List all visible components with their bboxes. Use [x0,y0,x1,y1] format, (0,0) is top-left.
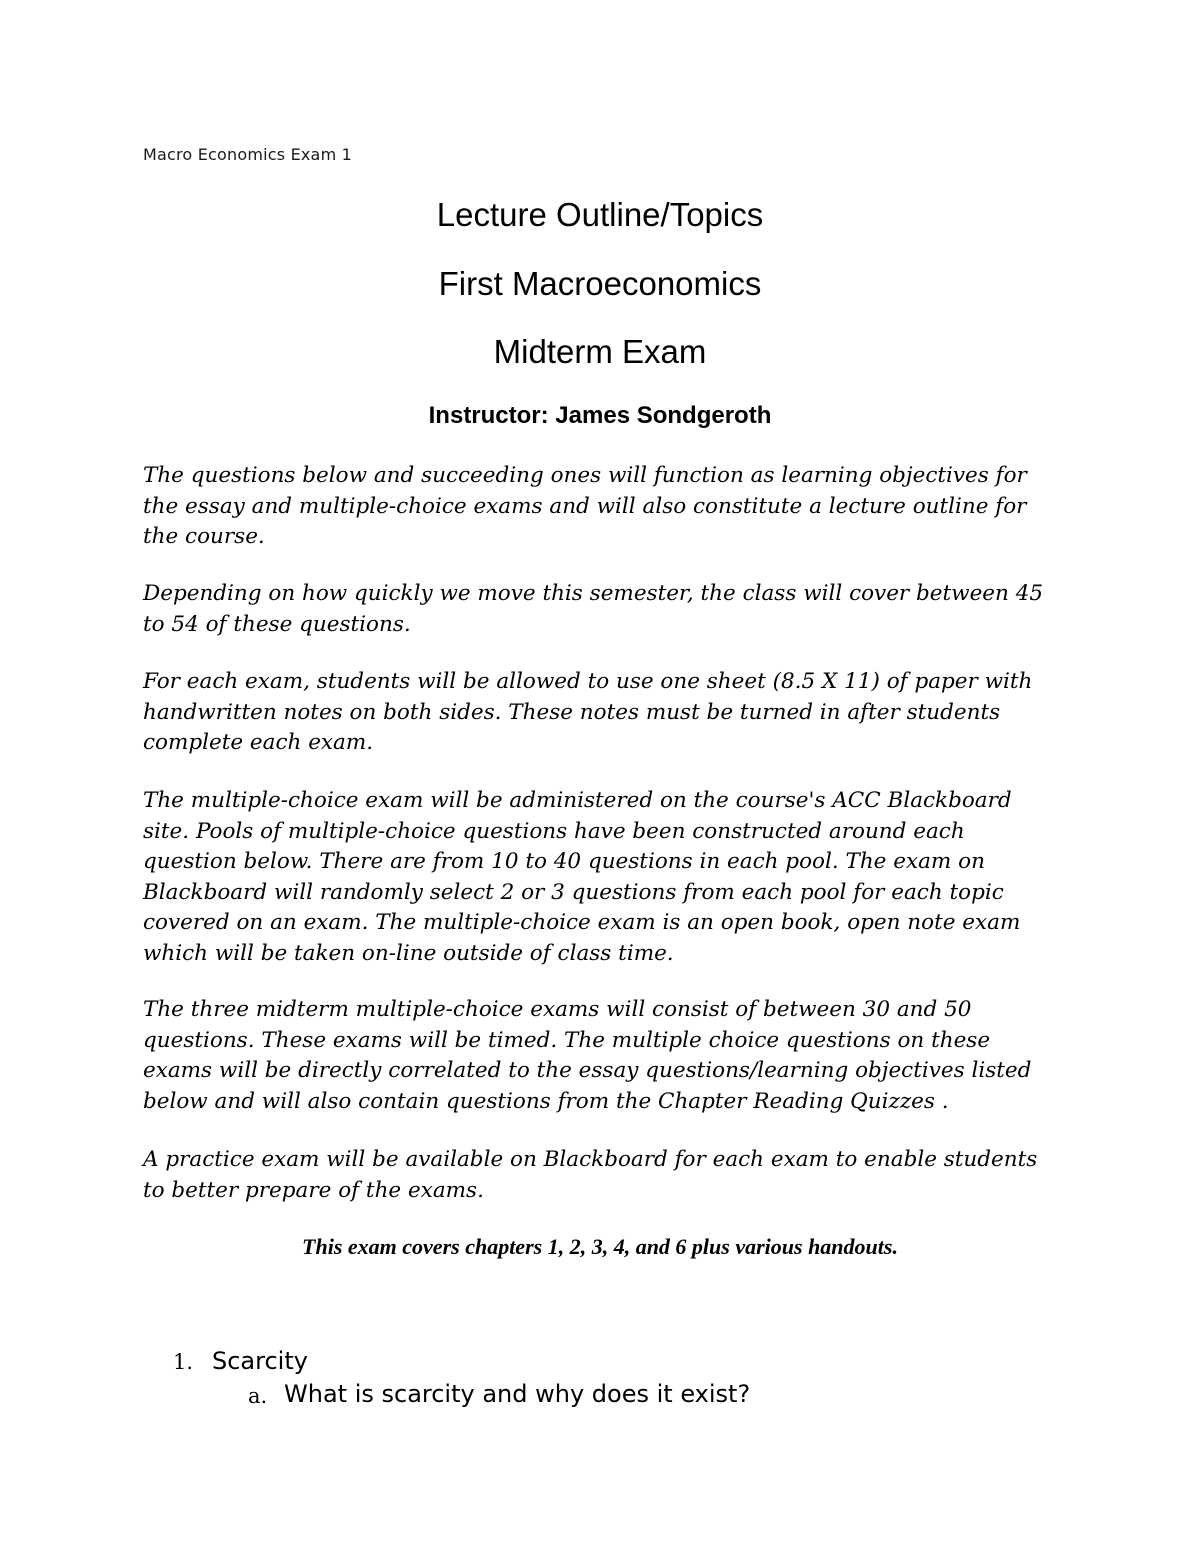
chapters-coverage-note: This exam covers chapters 1, 2, 3, 4, and 6 plus various handouts. [302,1234,898,1259]
document-title: Lecture Outline/Topics [436,196,764,233]
document-subtitle-course: First Macroeconomics [438,265,762,302]
intro-paragraph-practice-exam: A practice exam will be available on Blackboard for each exam to enable students to better prepare of the exams. [143,1147,1038,1203]
intro-paragraph-notes-sheet: For each exam, students will be allowed to use one sheet (8.5 X 11) of paper with handwritten notes on both sides. These notes must be turned in after students complete each exam. [143,669,1033,755]
outline-subitem-letter: a. [248,1384,268,1408]
intro-paragraph-midterm-exams: The three midterm multiple-choice exams will consist of between 30 and 50 questions. These exams will be timed. The multiple choice questions on these exams will be directly correlated to the essay questions/learning objectives listed below and will also contain questions from the Chapter Reading Quizzes . [143,997,1032,1114]
outline-item-title: Scarcity [212,1347,308,1375]
outline-subitem-question: What is scarcity and why does it exist? [284,1380,751,1408]
intro-paragraph-learning-objectives: The questions below and succeeding ones will function as learning objectives for the essay and multiple-choice exams and will also constitute a lecture outline for the course. [143,463,1027,549]
document-subtitle-exam: Midterm Exam [493,333,707,370]
outline-item-number: 1. [173,1350,194,1374]
intro-paragraph-blackboard-exam: The multiple-choice exam will be administered on the course's ACC Blackboard site. Pools of multiple-choice questions have been constructed around each question below. There are from 10 to 40 questions in each pool. The exam on Blackboard will randomly select 2 or 3 questions from each pool for each topic covered on an exam. The multiple-choice exam is an open book, open note exam which will be taken on-line outside of class time. [143,788,1021,966]
instructor-line: Instructor: James Sondgeroth [428,402,772,429]
document-header-label: Macro Economics Exam 1 [143,145,353,164]
intro-paragraph-coverage: Depending on how quickly we move this semester, the class will cover between 45 to 54 of these questions. [143,581,1044,637]
